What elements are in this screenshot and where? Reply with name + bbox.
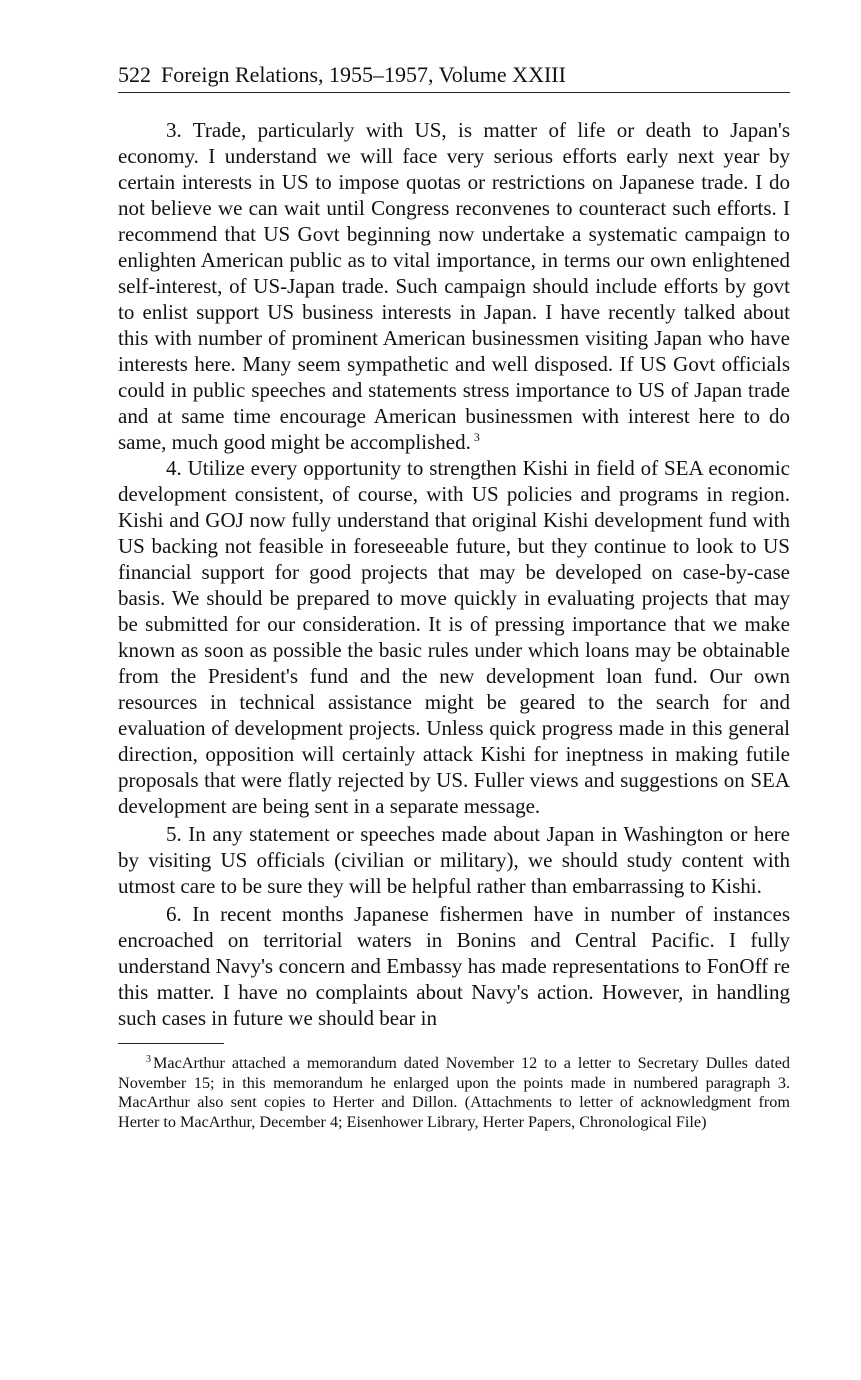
footnote-marker: 3 (146, 1053, 151, 1065)
footnote-reference: 3 (473, 430, 480, 444)
page-number: 522 (118, 62, 151, 87)
paragraph-text: 4. Utilize every opportunity to strengthen Kishi in field of SEA economic development consistent, of course, with US policies and programs in region. Kishi and GOJ now fully understand that original Kishi development fund with US backing not feasible in foreseeable future, but they continue to look to US financial support for good projects that may be developed on case-by-case basis. We should be prepared to move quickly in evaluating projects that may be submitted for our consideration. It is of pressing importance that we make known as soon as possible the basic rules under which loans may be obtainable from the President's fund and the new development loan fund. Our own resources in technical assistance might be geared to the search for and evaluation of development projects. Unless quick progress made in this general direction, opposition will certainly attack Kishi for ineptness in making futile proposals that were flatly rejected by US. Fuller views and suggestions on SEA development are being sent in a separate message. (118, 456, 790, 818)
paragraph-6-fishermen (118, 901, 790, 1031)
running-header (118, 60, 790, 93)
running-title: Foreign Relations, 1955–1957, Volume XXIII (161, 62, 566, 87)
footnote-divider (118, 1043, 224, 1044)
footnote-text: MacArthur attached a memorandum dated November 12 to a letter to Secretary Dulles dated November 15; in this memorandum he enlarged upon the points made in numbered paragraph 3. MacArthur also sent copies to Herter and Dillon. (Attachments to letter of acknowledgment from Herter to MacArthur, December 4; Eisenhower Library, Herter Papers, Chronological File) (118, 1054, 790, 1131)
paragraph-text: 5. In any statement or speeches made about Japan in Washington or here by visiting US officials (civilian or military), we should study content with utmost care to be sure they will be helpful rather than embarrassing to Kishi. (118, 822, 790, 898)
body-text (118, 117, 790, 1031)
paragraph-4-sea-development (118, 455, 790, 819)
footnote (118, 1054, 790, 1132)
paragraph-3-trade (118, 117, 790, 455)
paragraph-5-statements (118, 821, 790, 899)
document-page (118, 60, 790, 1132)
paragraph-text: 6. In recent months Japanese fishermen have in number of instances encroached on territorial waters in Bonins and Central Pacific. I fully understand Navy's concern and Embassy has made representations to FonOff re this matter. I have no complaints about Navy's action. However, in handling such cases in future we should bear in (118, 902, 790, 1030)
paragraph-text: 3. Trade, particularly with US, is matter of life or death to Japan's economy. I understand we will face very serious efforts early next year by certain interests in US to impose quotas or restrictions on Japanese trade. I do not believe we can wait until Congress reconvenes to counteract such efforts. I recommend that US Govt beginning now undertake a systematic campaign to enlighten American public as to vital importance, in terms our own enlightened self-interest, of US-Japan trade. Such campaign should include efforts by govt to enlist support US business interests in Japan. I have recently talked about this with number of prominent American businessmen visiting Japan who have interests here. Many seem sympathetic and well disposed. If US Govt officials could in public speeches and statements stress importance to US of Japan trade and at same time encourage American businessmen with interest here to do same, much good might be accomplished. (118, 118, 790, 454)
